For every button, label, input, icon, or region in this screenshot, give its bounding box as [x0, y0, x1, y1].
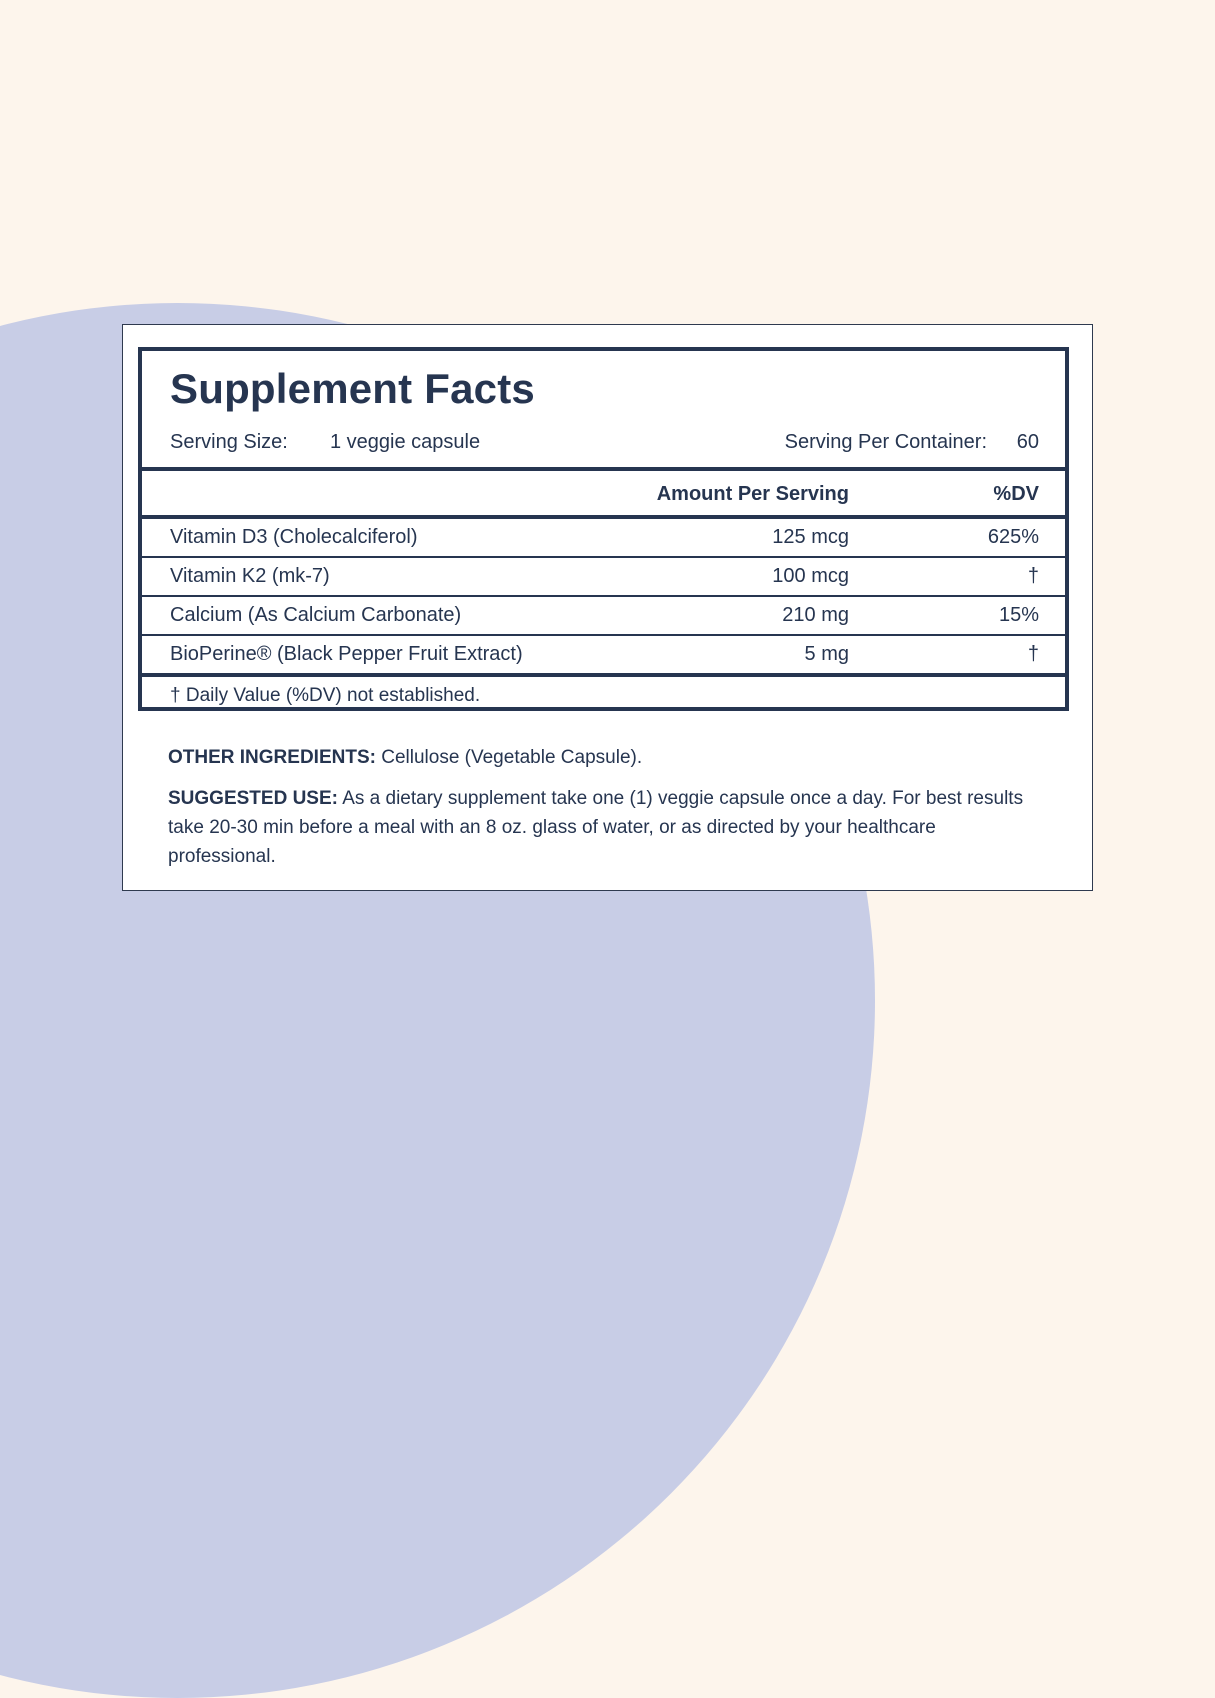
suggested-use [168, 784, 1048, 871]
nutrient-dv: † [1027, 643, 1039, 665]
supplement-facts-panel [138, 347, 1069, 711]
nutrient-name: Vitamin D3 (Cholecalciferol) [170, 526, 418, 548]
serving-size-label: Serving Size: [170, 431, 288, 453]
servings-per-container-label: Serving Per Container: [784, 431, 987, 453]
nutrient-amount: 5 mg [804, 643, 849, 665]
suggested-use-text: As a dietary supplement take one (1) veggie capsule once a day. For best results take 20-30 min before a meal with an 8 oz. glass of water, or as directed by your healthcare professional. [168, 788, 1024, 867]
nutrient-name: BioPerine® (Black Pepper Fruit Extract) [170, 643, 523, 665]
other-ingredients-label: OTHER INGREDIENTS: [168, 747, 376, 768]
nutrient-dv: † [1027, 565, 1039, 587]
suggested-use-label: SUGGESTED USE: [168, 788, 338, 809]
nutrient-row [142, 519, 1065, 556]
nutrient-amount: 210 mg [782, 604, 849, 626]
nutrient-row [142, 636, 1065, 673]
amount-per-serving-header: Amount Per Serving [656, 483, 849, 505]
nutrient-row [142, 597, 1065, 634]
serving-size-value: 1 veggie capsule [330, 431, 481, 453]
nutrient-name: Vitamin K2 (mk-7) [170, 565, 330, 587]
nutrient-dv: 15% [998, 604, 1039, 626]
divider-thick [142, 673, 1065, 677]
dv-header: %DV [993, 483, 1039, 505]
other-ingredients-text: Cellulose (Vegetable Capsule). [375, 747, 643, 768]
nutrient-row [142, 558, 1065, 595]
nutrient-amount: 100 mcg [772, 565, 849, 587]
supplement-facts-title: Supplement Facts [170, 365, 535, 412]
nutrient-name: Calcium (As Calcium Carbonate) [170, 604, 462, 626]
daily-value-footnote: † Daily Value (%DV) not established. [170, 685, 481, 706]
divider-thick [142, 467, 1065, 471]
nutrient-amount: 125 mcg [772, 526, 849, 548]
supplement-label [122, 324, 1093, 891]
servings-per-container-value: 60 [1016, 431, 1039, 453]
other-ingredients [168, 745, 1048, 771]
serving-info [170, 429, 1039, 455]
nutrient-dv: 625% [987, 526, 1039, 548]
